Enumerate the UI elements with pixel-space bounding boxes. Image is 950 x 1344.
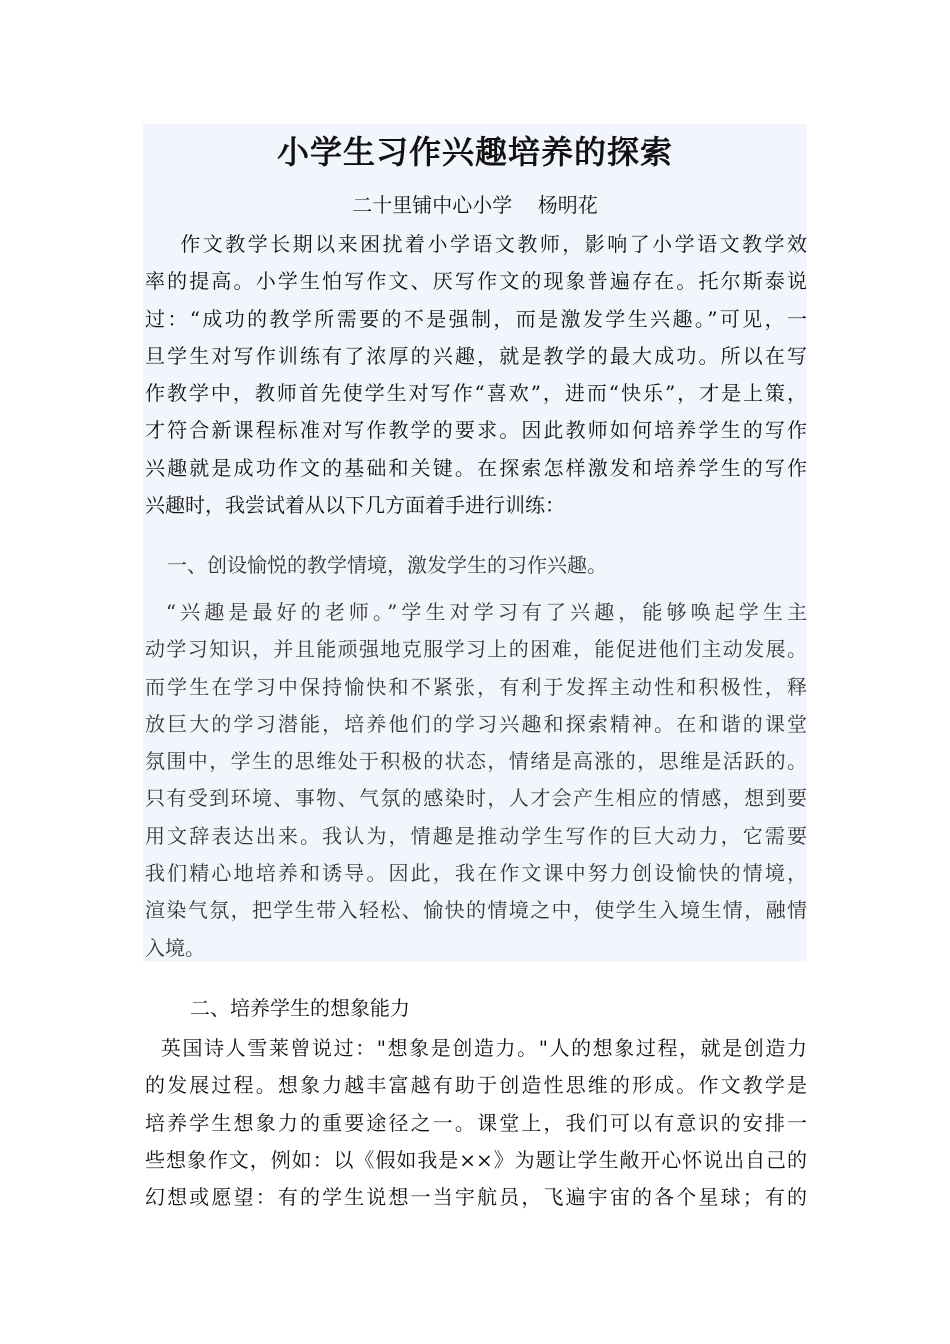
text-line: 而学生在学习中保持愉快和不紧张，有利于发挥主动性和积极性，释 [145, 674, 807, 699]
text-line: 些想象作文，例如：以《假如我是××》为题让学生敞开心怀说出自己的 [145, 1147, 807, 1172]
text-line: 才符合新课程标准对写作教学的要求。因此教师如何培养学生的写作 [145, 418, 807, 443]
text-line: 作教学中，教师首先使学生对写作“喜欢”，进而“快乐”，才是上策， [145, 381, 807, 406]
section-1-paragraph [145, 594, 807, 967]
text-line: 过：“成功的教学所需要的不是强制，而是激发学生兴趣。”可见，一 [145, 306, 807, 331]
text-line: 放巨大的学习潜能，培养他们的学习兴趣和探索精神。在和谐的课堂 [145, 711, 807, 736]
text-line: 氛围中，学生的思维处于积极的状态，情绪是高涨的，思维是活跃的。 [145, 749, 807, 774]
text-line: 幻想或愿望：有的学生说想一当宇航员，飞遍宇宙的各个星球；有的 [145, 1185, 807, 1210]
text-line: 率的提高。小学生怕写作文、厌写作文的现象普遍存在。托尔斯泰说 [145, 269, 807, 294]
text-line: 培养学生想象力的重要途径之一。课堂上，我们可以有意识的安排一 [145, 1110, 807, 1135]
author-line: 二十里铺中心小学 杨明花 [352, 193, 598, 217]
text-line: 只有受到环境、事物、气氛的感染时，人才会产生相应的情感，想到要 [145, 786, 807, 811]
text-line: “兴趣是最好的老师。”学生对学习有了兴趣，能够唤起学生主 [145, 600, 807, 624]
text-line: 英国诗人雪莱曾说过："想象是创造力。"人的想象过程，就是创造力 [145, 1036, 807, 1060]
document-title: 小学生习作兴趣培养的探索 [276, 133, 673, 171]
text-line: 作文教学长期以来困扰着小学语文教师，影响了小学语文教学效 [145, 232, 807, 256]
text-line: 我们精心地培养和诱导。因此，我在作文课中努力创设愉快的情境， [145, 861, 807, 886]
text-line: 兴趣时，我尝试着从以下几方面着手进行训练： [145, 493, 565, 518]
section-2-paragraph [145, 1030, 807, 1216]
section-2-heading: 二、培养学生的想象能力 [190, 996, 410, 1020]
text-line: 用文辞表达出来。我认为，情趣是推动学生写作的巨大动力，它需要 [145, 823, 807, 848]
text-line: 旦学生对写作训练有了浓厚的兴趣，就是教学的最大成功。所以在写 [145, 343, 807, 368]
text-line: 兴趣就是成功作文的基础和关键。在探索怎样激发和培养学生的写作 [145, 455, 807, 480]
text-line: 动学习知识，并且能顽强地克服学习上的困难，能促进他们主动发展。 [145, 637, 807, 662]
text-line: 渲染气氛，把学生带入轻松、愉快的情境之中，使学生入境生情，融情 [145, 898, 807, 923]
section-1-heading: 一、创设愉悦的教学情境，激发学生的习作兴趣。 [167, 553, 607, 577]
intro-paragraph [145, 226, 807, 524]
text-line: 入境。 [145, 935, 205, 960]
text-line: 的发展过程。想象力越丰富越有助于创造性思维的形成。作文教学是 [145, 1073, 807, 1098]
